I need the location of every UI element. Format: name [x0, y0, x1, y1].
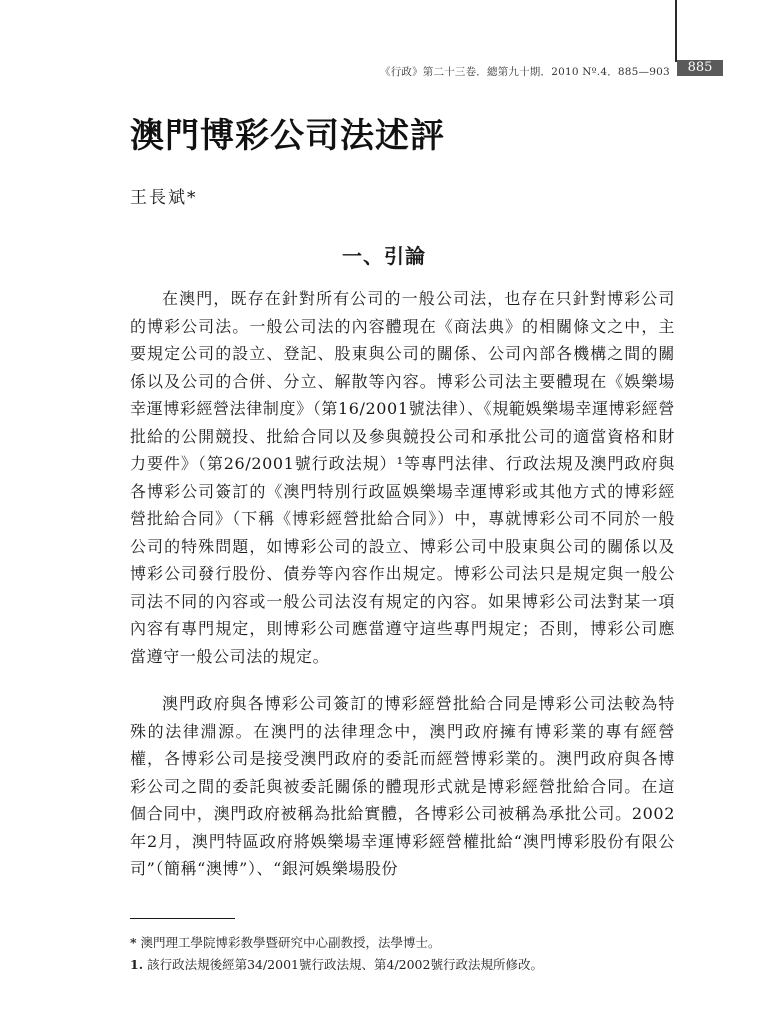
footnotes	[130, 932, 543, 976]
footnote-mark: *	[130, 935, 137, 950]
footnote	[130, 932, 543, 954]
paragraph: 澳門政府與各博彩公司簽訂的博彩經營批給合同是博彩公司法較為特殊的法律淵源。在澳門的法律理念中，澳門政府擁有博彩業的專有經營權，各博彩公司是接受澳門政府的委託而經營博彩業的。澳門政府與各博彩公司之間的委託與被委託關係的體現形式就是博彩經營批給合同。在這個合同中，澳門政府被稱為批給實體，各博彩公司被稱為承批公司。2002年2月，澳門特區政府將娛樂場幸運博彩經營權批給“澳門博彩股份有限公司”（簡稱“澳博”）、“銀河娛樂場股份	[130, 694, 675, 878]
footnote-divider	[130, 918, 235, 919]
footnote-mark: 1.	[130, 957, 144, 972]
article-body	[130, 285, 675, 883]
footnote-text: 該行政法規後經第34/2001號行政法規、第4/2002號行政法規所修改。	[147, 957, 543, 972]
paragraph: 在澳門，既存在針對所有公司的一般公司法，也存在只針對博彩公司的博彩公司法。一般公司法的內容體現在《商法典》的相關條文之中，主要規定公司的設立、登記、股東與公司的關係、公司內部各機構之間的關係以及公司的合併、分立、解散等內容。博彩公司法主要體現在《娛樂場幸運博彩經營法律制度》（第16/2001號法律）、《規範娛樂場幸運博彩經營批給的公開競投、批給合同以及參與競投公司和承批公司的適當資格和財力要件》（第26/2001號行政法規）¹等專門法律、行政法規及澳門政府與各博彩公司簽訂的《澳門特別行政區娛樂場幸運博彩或其他方式的博彩經營批給合同》（下稱《博彩經營批給合同》）中，專就博彩公司不同於一般公司的特殊問題，如博彩公司的設立、博彩公司中股東與公司的關係以及博彩公司發行股份、債券等內容作出規定。博彩公司法只是規定與一般公司法不同的內容或一般公司法沒有規定的內容。如果博彩公司法對某一項內容有專門規定，則博彩公司應當遵守這些專門規定；否則，博彩公司應當遵守一般公司法的規定。	[130, 289, 675, 666]
footnote-text: 澳門理工學院博彩教學暨研究中心副教授，法學博士。	[140, 935, 441, 950]
running-header: 《行政》第二十三卷．總第九十期．2010 Nº.4．885—903	[380, 66, 670, 78]
corner-rule	[675, 0, 677, 62]
page-number: 885	[677, 60, 723, 76]
section-heading: 一、引論	[342, 244, 426, 268]
author-name: 王長斌*	[130, 188, 198, 208]
footnote	[130, 954, 543, 976]
article-title: 澳門博彩公司法述評	[130, 116, 445, 156]
